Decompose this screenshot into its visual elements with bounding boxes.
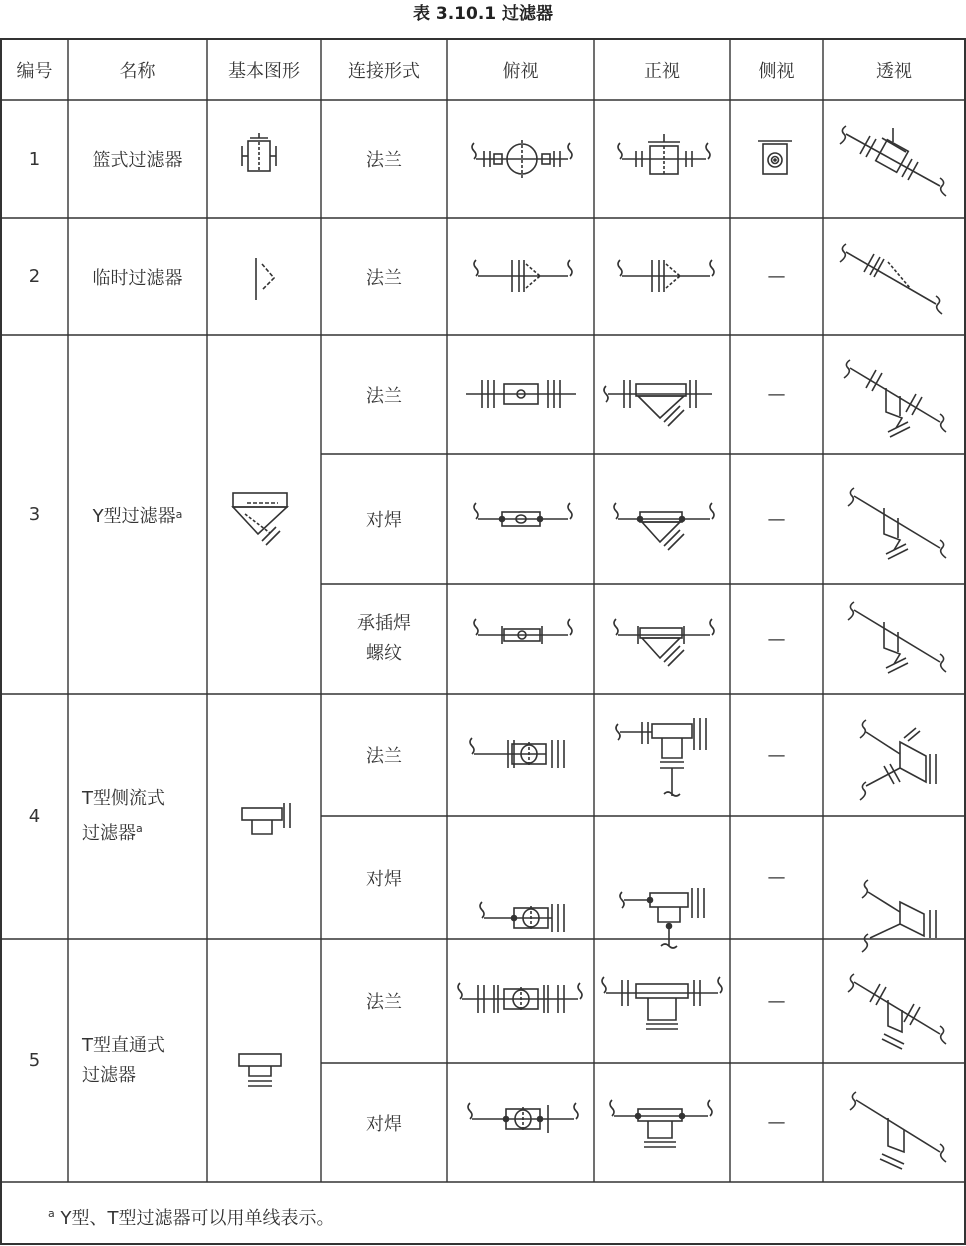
y-filter-buttweld-isometric [848,488,946,559]
basket-filter-top-view [472,140,572,178]
temporary-filter-front-view [618,260,714,292]
header-connection: 连接形式 [348,60,420,82]
row4-name-note: a [136,822,143,835]
temporary-filter-isometric [840,244,942,314]
row3c-side-view: — [767,628,786,650]
row4-number: 4 [28,806,41,827]
header-front-view: 正视 [644,60,680,82]
row2-name: 临时过滤器 [92,267,183,289]
t-side-flange-isometric [860,720,936,800]
footnote [48,1204,334,1230]
footnote-mark: a [48,1207,55,1220]
row3b-side-view: — [767,508,786,530]
t-straight-buttweld-top-view [468,1103,578,1133]
row2-number: 2 [28,266,41,287]
row3-name-note: a [175,508,183,521]
t-straight-buttweld-front-view [610,1100,712,1147]
row4b-connection: 对焊 [366,868,402,890]
t-side-buttweld-top-view [480,902,564,932]
t-side-buttweld-front-view [620,888,704,948]
t-side-buttweld-isometric [862,880,936,952]
y-filter-socket-front-view [614,619,714,666]
y-filter-buttweld-top-view [474,503,572,526]
y-filter-basic-symbol [233,493,287,545]
t-straight-flange-isometric [848,974,946,1049]
row3a-side-view: — [767,384,786,405]
row5a-connection: 法兰 [366,992,402,1013]
y-filter-socket-isometric [848,602,946,673]
t-straight-flange-top-view [458,983,582,1013]
row3c-connection-line2: 螺纹 [366,643,402,664]
header-side-view: 侧视 [758,60,795,82]
row4b-side-view: — [767,867,786,888]
header-isometric: 透视 [876,60,912,82]
row4a-connection: 法兰 [366,746,402,767]
y-filter-buttweld-front-view [614,503,714,550]
y-filter-flange-top-view [466,380,576,408]
header-basic-symbol: 基本图形 [228,60,300,82]
row3-number: 3 [28,504,41,525]
temporary-filter-basic-symbol [256,258,274,300]
row5-number: 5 [28,1050,41,1071]
row5b-connection: 对焊 [366,1113,402,1135]
header-name: 名称 [119,60,156,82]
row3-name-text: Y型过滤器 [92,505,176,527]
row1-name: 篮式过滤器 [92,150,183,171]
symbol-layer [0,38,966,1246]
row4-name-line1: T型侧流式 [82,788,165,809]
temporary-filter-top-view [474,260,572,292]
t-side-flange-front-view [616,718,706,796]
row3a-connection: 法兰 [366,385,402,407]
footnote-text: Y型、T型过滤器可以用单线表示。 [60,1208,335,1229]
row4-name-line2: 过滤器 [82,823,136,844]
t-straight-buttweld-isometric [850,1092,946,1169]
row5-name-line2: 过滤器 [82,1064,136,1086]
t-side-flange-top-view [470,738,564,768]
y-filter-flange-isometric [844,360,946,437]
row1-connection: 法兰 [366,150,402,171]
basket-filter-side-view [758,141,792,174]
basket-filter-front-view [618,134,710,174]
t-straight-flange-front-view [602,977,722,1029]
t-side-filter-basic-symbol [242,803,290,834]
header-number: 编号 [16,60,53,82]
row2-side-view: — [767,266,786,287]
row2-connection: 法兰 [366,267,402,289]
t-straight-filter-basic-symbol [239,1054,281,1086]
y-filter-socket-top-view [474,619,572,644]
row5a-side-view: — [767,990,786,1012]
table-title: 表 3.10.1 过滤器 [412,4,554,24]
header-top-view: 俯视 [502,60,539,82]
y-filter-flange-front-view [604,380,712,426]
row5b-side-view: — [767,1112,786,1133]
row5-name-line1: T型直通式 [82,1034,165,1056]
row3b-connection: 对焊 [366,510,402,531]
basket-filter-isometric [840,126,946,196]
row3c-connection-line1: 承插焊 [357,613,411,634]
row1-number: 1 [28,148,41,170]
row4a-side-view: — [767,744,786,766]
filter-table [0,38,966,1246]
basket-filter-basic-symbol [242,133,276,171]
